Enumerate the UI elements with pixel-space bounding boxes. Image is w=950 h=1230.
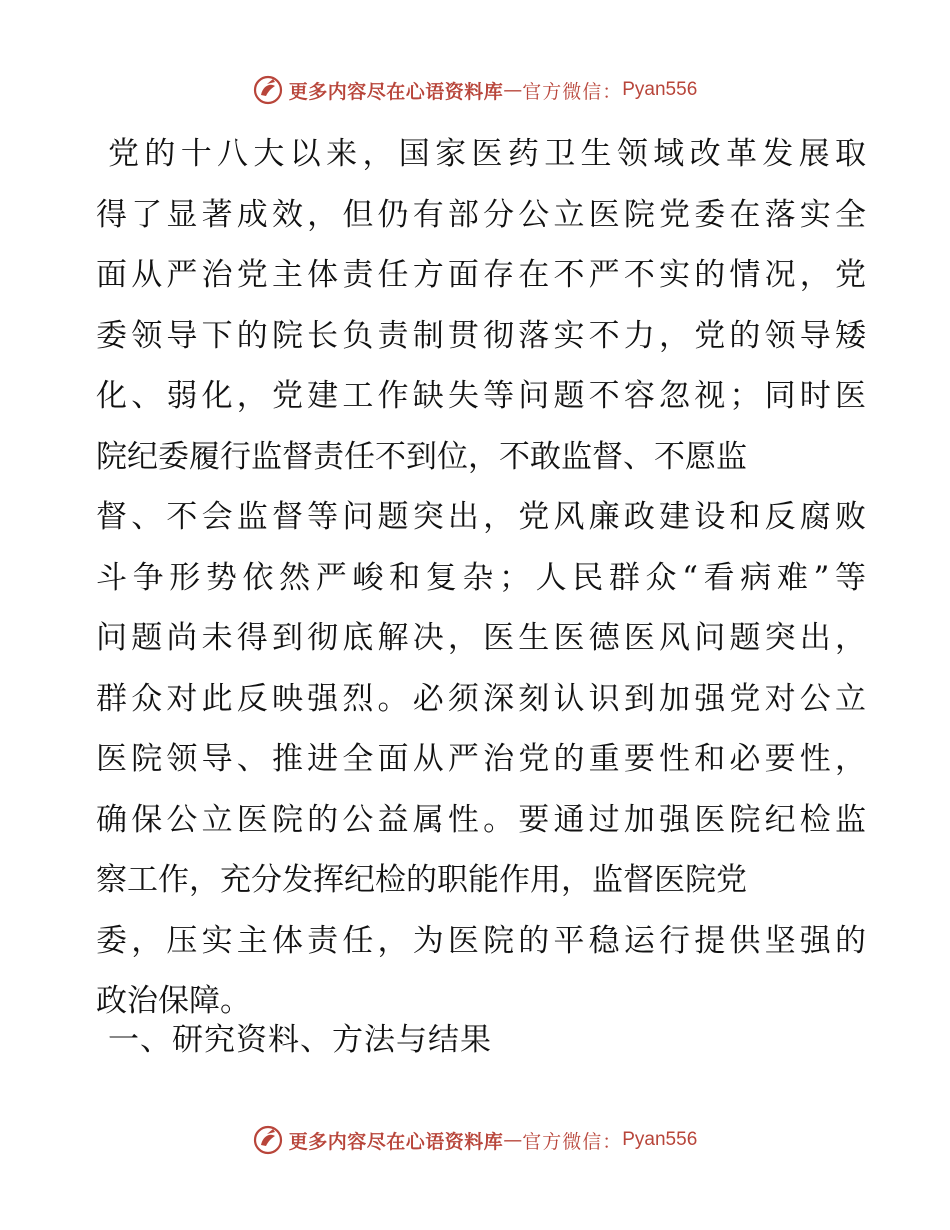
watermark-wechat-id: Pyan556 [622,79,698,100]
paragraph-line: 察工作，充分发挥纪检的职能作用，监督医院党 [96,862,747,898]
paragraph-line: 党的十八大以来，国家医药卫生领域改革发展取 [108,136,866,172]
paragraph-line: 问题尚未得到彻底解决，医生医德医风问题突出， [96,620,866,656]
paragraph-line: 面从严治党主体责任方面存在不严不实的情况，党 [96,257,866,293]
seal-logo-icon [253,1125,283,1155]
paragraph-line: 化、弱化，党建工作缺失等问题不容忽视；同时医 [96,378,866,414]
paragraph-line: 委，压实主体责任，为医院的平稳运行提供坚强的 [96,922,866,959]
paragraph-line: 医院领导、推进全面从严治党的重要性和必要性， [96,741,866,777]
watermark-text: 更多内容尽在心语资料库 [288,80,504,103]
watermark-wechat-label: 官方微信： [522,80,623,103]
seal-logo-icon [253,75,283,105]
watermark-wechat-id: Pyan556 [622,1129,698,1150]
watermark-header [0,72,950,108]
paragraph-line: 督、不会监督等问题突出，党风廉政建设和反腐败 [96,499,866,535]
paragraph-line: 院纪委履行监督责任不到位，不敢监督、不愿监 [96,438,747,475]
paragraph-line: 委领导下的院长负责制贯彻落实不力，党的领导矮 [96,317,866,354]
watermark-dash: — [503,1129,523,1151]
paragraph-line: 得了显著成效，但仍有部分公立医院党委在落实全 [96,196,866,233]
paragraph-line: 政治保障。 [96,983,251,1019]
watermark-dash: — [503,79,523,101]
paragraph-line: 斗争形势依然严峻和复杂；人民群众“看病难”等 [96,559,866,596]
watermark-text: 更多内容尽在心语资料库 [288,1130,504,1153]
watermark-wechat-label: 官方微信： [522,1130,623,1153]
body-paragraph [96,124,866,1032]
section-heading: 一、研究资料、方法与结果 [108,1022,492,1058]
paragraph-line: 群众对此反映强烈。必须深刻认识到加强党对公立 [96,680,866,717]
paragraph-line: 确保公立医院的公益属性。要通过加强医院纪检监 [96,801,866,838]
watermark-footer [0,1122,950,1158]
